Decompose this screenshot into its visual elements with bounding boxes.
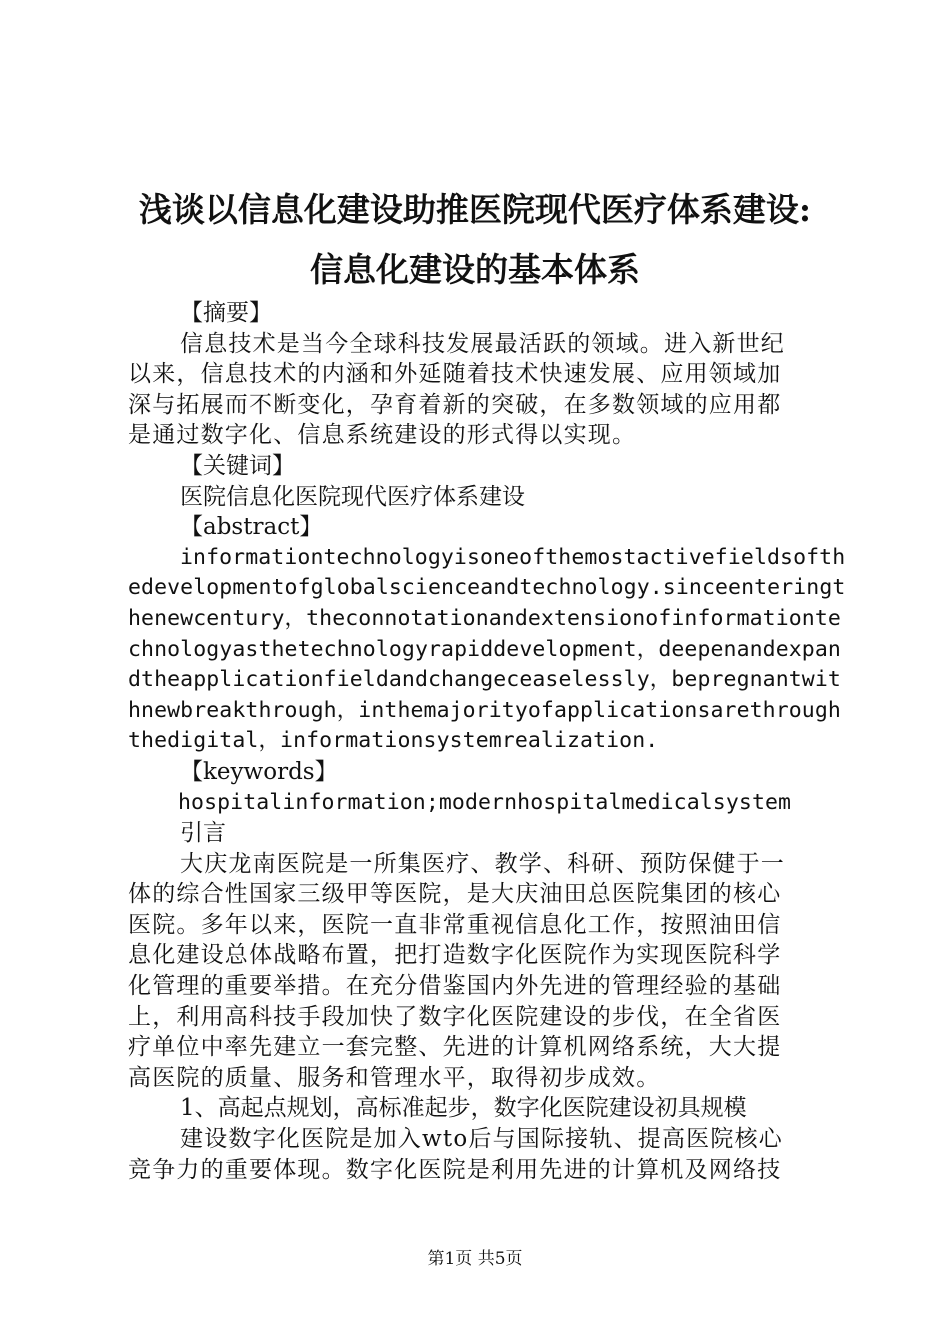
en-abstract-line: hnewbreakthrough，inthemajorityofapplicationsarethrough bbox=[128, 697, 841, 723]
en-abstract-line: edevelopmentofglobalscienceandtechnology.sinceenteringt bbox=[128, 575, 846, 601]
intro-heading: 引言 bbox=[180, 820, 226, 847]
en-abstract-heading: 【abstract】 bbox=[180, 514, 323, 541]
en-abstract-line: informationtechnologyisoneofthemostactivefieldsofth bbox=[180, 544, 846, 570]
intro-line: 息化建设总体战略布置，把打造数字化医院作为实现医院科学 bbox=[128, 942, 782, 969]
abstract-line: 以来，信息技术的内涵和外延随着技术快速发展、应用领域加 bbox=[128, 361, 782, 388]
en-abstract-line: thedigital，informationsystemrealization. bbox=[128, 728, 659, 754]
section-1-line: 竞争力的重要体现。数字化医院是利用先进的计算机及网络技 bbox=[128, 1156, 782, 1183]
en-keywords-text: hospitalinformation;modernhospitalmedicalsystem bbox=[178, 789, 792, 815]
document-title-line-2: 信息化建设的基本体系 bbox=[310, 250, 640, 289]
section-1-line: 建设数字化医院是加入wto后与国际接轨、提高医院核心 bbox=[180, 1126, 783, 1153]
document-body bbox=[128, 298, 846, 1185]
keywords-heading: 【关键词】 bbox=[180, 452, 295, 479]
keywords-text: 医院信息化医院现代医疗体系建设 bbox=[180, 483, 525, 510]
abstract-heading: 【摘要】 bbox=[180, 300, 272, 326]
intro-line: 大庆龙南医院是一所集医疗、教学、科研、预防保健于一 bbox=[180, 850, 785, 877]
intro-line: 上，利用高科技手段加快了数字化医院建设的步伐，在全省医 bbox=[128, 1003, 782, 1030]
section-1-heading: 1、高起点规划，高标准起步，数字化医院建设初具规模 bbox=[180, 1095, 747, 1122]
intro-line: 高医院的质量、服务和管理水平，取得初步成效。 bbox=[128, 1064, 661, 1091]
en-abstract-line: dtheapplicationfieldandchangeceaselessly，bepregnantwit bbox=[128, 667, 841, 693]
en-abstract-line: henewcentury，theconnotationandextensionofinformationte bbox=[128, 605, 841, 631]
en-abstract-line: chnologyasthetechnologyrapiddevelopment，deepenandexpan bbox=[128, 636, 841, 662]
en-keywords-heading: 【keywords】 bbox=[180, 758, 338, 785]
intro-line: 化管理的重要举措。在充分借鉴国内外先进的管理经验的基础 bbox=[128, 973, 782, 1000]
page-footer: 第1页 共5页 bbox=[427, 1249, 523, 1269]
abstract-line: 是通过数字化、信息系统建设的形式得以实现。 bbox=[128, 422, 637, 449]
intro-line: 医院。多年以来，医院一直非常重视信息化工作，按照油田信 bbox=[128, 911, 782, 938]
abstract-line: 信息技术是当今全球科技发展最活跃的领域。进入新世纪 bbox=[180, 330, 785, 357]
intro-line: 疗单位中率先建立一套完整、先进的计算机网络系统，大大提 bbox=[128, 1034, 782, 1061]
abstract-line: 深与拓展而不断变化，孕育着新的突破，在多数领域的应用都 bbox=[128, 391, 782, 418]
document-title-line-1: 浅谈以信息化建设助推医院现代医疗体系建设: bbox=[138, 190, 812, 229]
intro-line: 体的综合性国家三级甲等医院，是大庆油田总医院集团的核心 bbox=[128, 881, 782, 908]
